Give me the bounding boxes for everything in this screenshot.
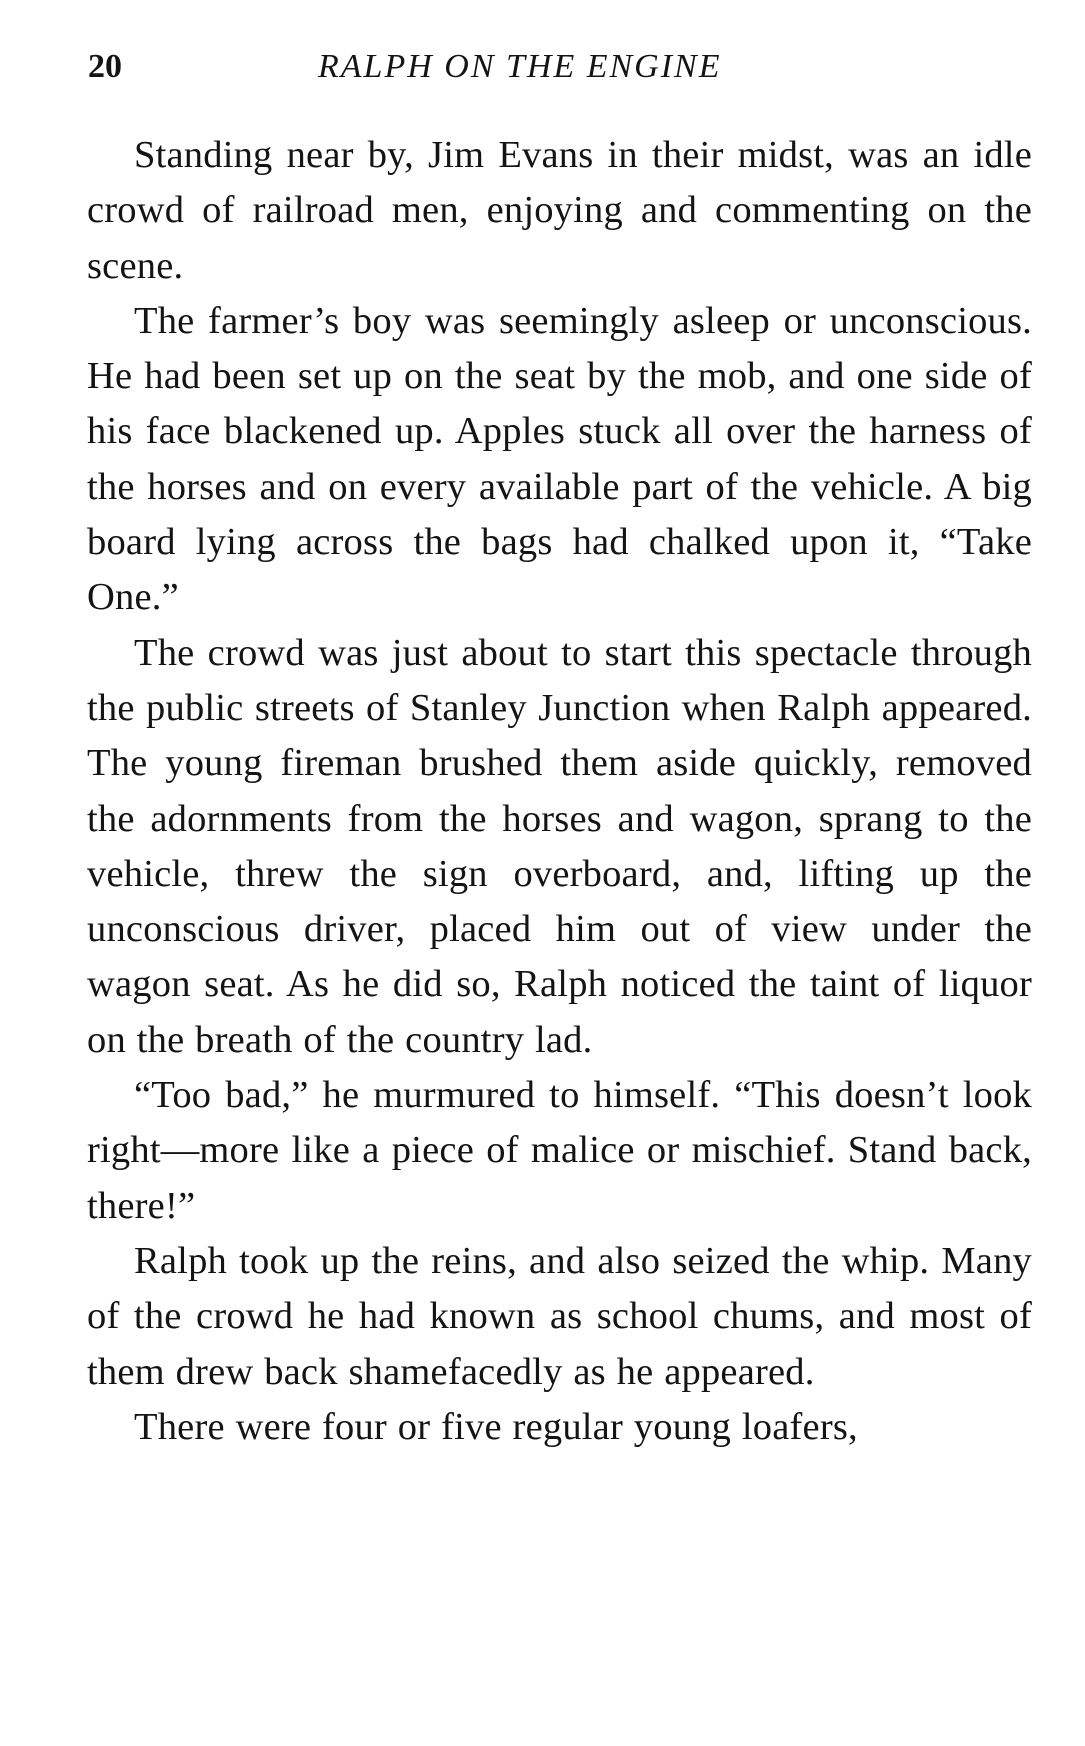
body-text: [87, 128, 1032, 1455]
paragraph-4: “Too bad,” he murmured to himself. “This doesn’t look right—more like a piece of malice or mischief. Stand back, there!”: [87, 1074, 1032, 1227]
page-number: 20: [88, 48, 122, 85]
paragraph-5: Ralph took up the reins, and also seized the whip. Many of the crowd he had known as school chums, and most of them drew back shamefacedly as he appeared.: [87, 1239, 1032, 1393]
paragraph-2: The farmer’s boy was seemingly asleep or unconscious. He had been set up on the seat by the mob, and one side of his face blackened up. Apples stuck all over the harness of the horses and on every available part of the vehicle. A big board lying across the bags had chalked upon it, “Take One.”: [87, 299, 1032, 619]
paragraph-3: The crowd was just about to start this spectacle through the public streets of Stanley Junction when Ralph appeared. The young fireman brushed them aside quickly, removed the adornments from the horses and wagon, sprang to the vehicle, threw the sign overboard, and, lifting up the unconscious driver, placed him out of view under the wagon seat. As he did so, Ralph noticed the taint of liquor on the breath of the country lad.: [87, 631, 1032, 1061]
paragraph-6: There were four or five regular young loafers,: [134, 1405, 858, 1448]
paragraph-1: Standing near by, Jim Evans in their midst, was an idle crowd of railroad men, enjoying and commenting on the scene.: [87, 134, 1032, 287]
running-title: RALPH ON THE ENGINE: [318, 48, 722, 85]
running-head: [88, 42, 1028, 92]
